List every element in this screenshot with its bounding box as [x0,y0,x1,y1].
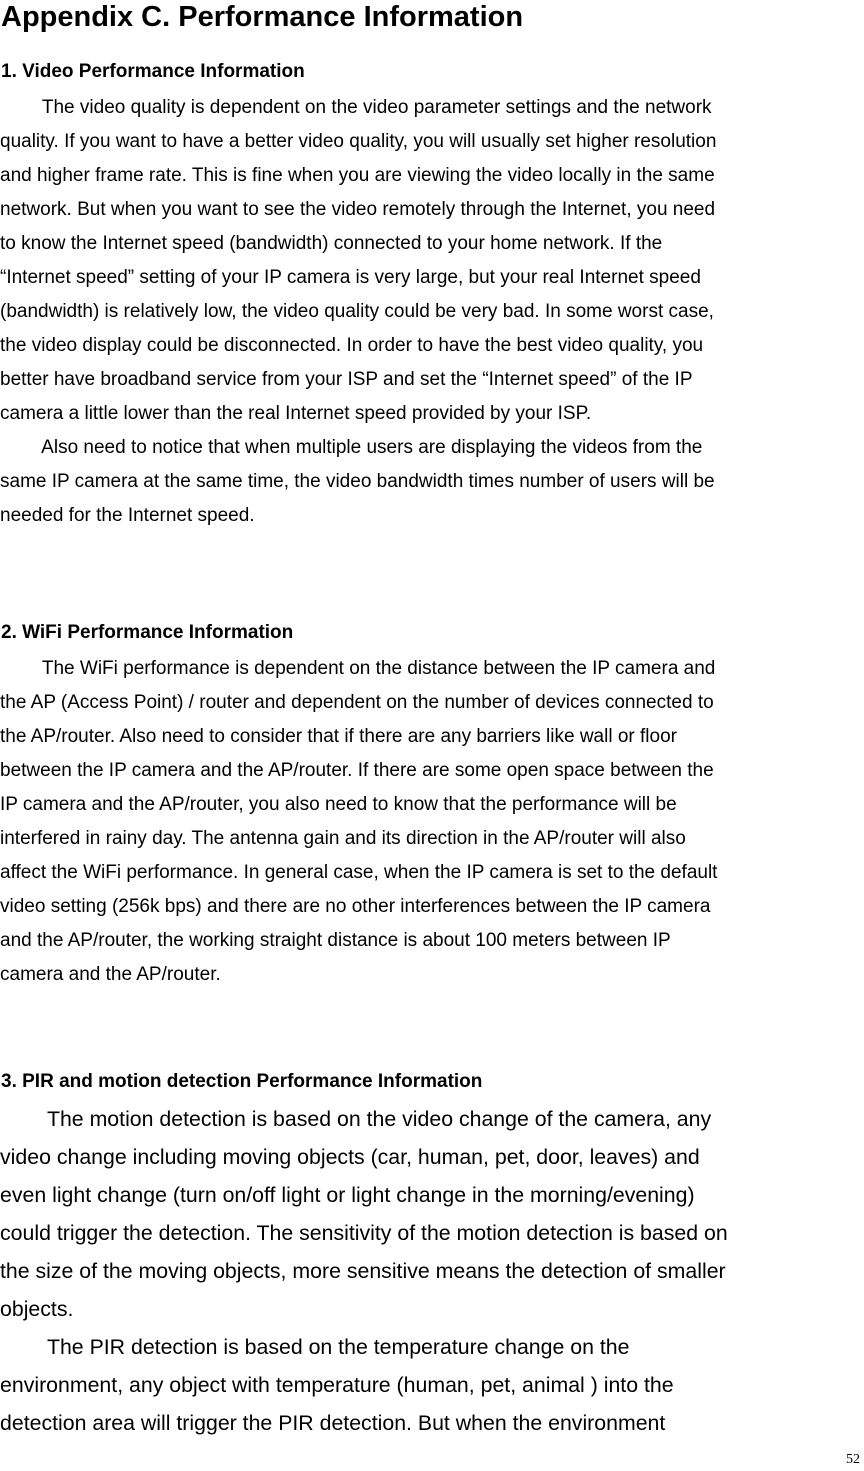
paragraph-line: detection area will trigger the PIR detection. But when the environment [0,1411,666,1435]
paragraph-line: affect the WiFi performance. In general case, when the IP camera is set to the default [0,862,718,883]
paragraph-line: the AP (Access Point) / router and dependent on the number of devices connected to [0,692,714,713]
paragraph-line: The motion detection is based on the video change of the camera, any [0,1107,712,1131]
paragraph-line: better have broadband service from your ISP and set the “Internet speed” of the IP [0,369,693,390]
paragraph-line: between the IP camera and the AP/router. If there are some open space between the [0,760,714,781]
paragraph-line: same IP camera at the same time, the video bandwidth times number of users will be [0,471,715,492]
paragraph-line: (bandwidth) is relatively low, the video quality could be very bad. In some worst case, [0,301,714,322]
section-body-wifi [0,652,717,992]
section-heading-video: 1. Video Performance Information [1,61,305,82]
paragraph-line: quality. If you want to have a better video quality, you will usually set higher resolution [0,131,717,152]
paragraph-line: even light change (turn on/off light or light change in the morning/evening) [0,1183,695,1207]
paragraph-line: to know the Internet speed (bandwidth) connected to your home network. If the [0,233,663,254]
paragraph-line: the size of the moving objects, more sensitive means the detection of smaller [0,1259,726,1283]
paragraph-line: and higher frame rate. This is fine when you are viewing the video locally in the same [0,165,715,186]
paragraph-line: The WiFi performance is dependent on the distance between the IP camera and [0,658,716,679]
page-number: 52 [846,1452,860,1467]
paragraph-line: network. But when you want to see the video remotely through the Internet, you need [0,199,716,220]
paragraph-line: “Internet speed” setting of your IP camera is very large, but your real Internet speed [0,267,701,288]
paragraph-line: The video quality is dependent on the video parameter settings and the network [0,97,712,118]
page-title: Appendix C. Performance Information [1,1,524,33]
paragraph-line: video change including moving objects (car, human, pet, door, leaves) and [0,1145,700,1169]
section-body-video [0,91,716,533]
paragraph-line: video setting (256k bps) and there are no other interferences between the IP camera [0,896,711,917]
paragraph-line: the video display could be disconnected. In order to have the best video quality, you [0,335,704,356]
paragraph-line: interfered in rainy day. The antenna gain and its direction in the AP/router will also [0,828,686,849]
paragraph-line: camera a little lower than the real Internet speed provided by your ISP. [0,403,592,424]
paragraph-line: could trigger the detection. The sensitivity of the motion detection is based on [0,1221,728,1245]
paragraph-line: The PIR detection is based on the temperature change on the [0,1335,630,1359]
paragraph-line: needed for the Internet speed. [0,505,255,526]
section-heading-wifi: 2. WiFi Performance Information [1,622,294,643]
paragraph-line: IP camera and the AP/router, you also need to know that the performance will be [0,794,677,815]
paragraph-line: camera and the AP/router. [0,964,221,985]
paragraph-line: Also need to notice that when multiple users are displaying the videos from the [0,437,703,458]
section-body-pir-motion [0,1100,728,1442]
section-heading-pir-motion: 3. PIR and motion detection Performance Information [1,1071,483,1092]
paragraph-line: the AP/router. Also need to consider that if there are any barriers like wall or floor [0,726,677,747]
paragraph-line: environment, any object with temperature (human, pet, animal ) into the [0,1373,674,1397]
paragraph-line: objects. [0,1297,74,1321]
paragraph-line: and the AP/router, the working straight distance is about 100 meters between IP [0,930,671,951]
